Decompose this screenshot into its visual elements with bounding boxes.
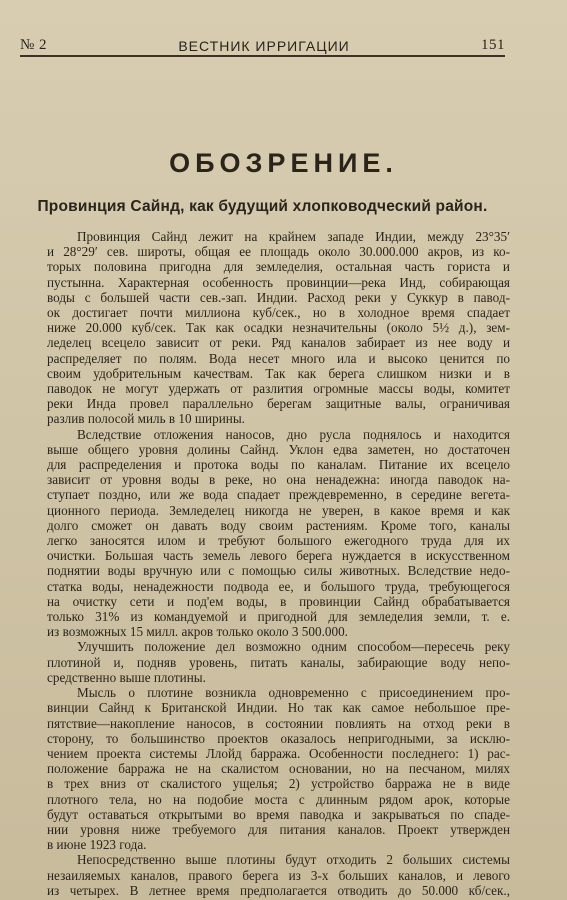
text-line: незаиляемых каналов, правого берега из 3-х больших каналов, и левого xyxy=(47,867,510,883)
text-line: и 28°29′ сев. широты, общая ее площадь около 30.000.000 акров, из ко- xyxy=(47,244,510,260)
text-line: Улучшить положение дел возможно одним способом—пересечь реку xyxy=(77,639,510,655)
text-line: плотного тела, но на подобие моста с длинным рядом арок, которые xyxy=(47,791,510,807)
text-line: ниже 20.000 куб/сек. Так как осадки незначительны (около 5½ д.), зем- xyxy=(47,320,510,336)
text-line: для распределения и протока воды по каналам. Питание их всецело xyxy=(47,457,510,473)
text-line: долго сможет он давать воду своим растениям. Кроме того, каналы xyxy=(47,517,510,533)
text-line: разлив полосой миль в 10 ширины. xyxy=(47,411,245,427)
text-line: леделец всецело зависит от реки. Ряд каналов забирает из нее воду и xyxy=(47,335,510,351)
text-line: винции Сайнд к Британской Индии. Но так как самое небольшое пре- xyxy=(47,700,510,716)
text-line: плотиной и, подняв уровень, питать каналы, забирающие воду непо- xyxy=(47,654,510,670)
text-line: чением проекта системы Ллойд барража. Особенности последнего: 1) рас- xyxy=(47,745,510,761)
running-header xyxy=(20,30,505,54)
text-line: Мысль о плотине возникла одновременно с присоединением про- xyxy=(77,685,510,701)
article-title: Провинция Сайнд, как будущий хлопководческий район. xyxy=(37,198,488,215)
text-line: на очистку сети и под'ем воды, в провинции Сайнд обрабатывается xyxy=(47,593,510,609)
text-line: Провинция Сайнд лежит на крайнем западе Индии, между 23°35′ xyxy=(77,229,510,244)
text-line: ок достигает почти миллиона куб/сек., но в холодное время спадает xyxy=(47,305,510,321)
text-line: Непосредственно выше плотины будут отходить 2 больших системы xyxy=(77,852,510,868)
text-line: нии уровня ниже требуемого для питания каналов. Проект утвержден xyxy=(47,821,510,837)
text-line: положение барража не на скалистом основании, но на песчаном, милях xyxy=(47,761,510,777)
text-line: очистки. Большая часть земель левого берега нуждается в искусственном xyxy=(47,548,510,564)
text-line: в трех вниз от скалистого ущелья; 2) устройство барража не в виде xyxy=(47,776,510,792)
text-line: ступает поздно, или же вода спадает преждевременно, в середине вегета- xyxy=(47,487,510,503)
text-line: паводок не могут удержать от разлития огромные массы воды, комитет xyxy=(47,381,510,397)
text-line: зависит от уровня воды в реке, но она ненадежна: иногда паводок на- xyxy=(47,472,510,488)
text-line: реки Инда провел параллельно берегам защитные валы, ограничивая xyxy=(47,396,510,412)
text-line: из возможных 15 милл. акров только около 3 500.000. xyxy=(47,624,348,640)
header-rule xyxy=(20,55,505,57)
text-line: воды с большей части сев.-зап. Индии. Расход реки у Суккур в павод- xyxy=(47,289,510,305)
text-line: сторону, то большинство проектов оказалось непригодными, за исклю- xyxy=(47,730,510,746)
text-line: из четырех. В летнее время предполагается отводить до 50.000 кб/сек., xyxy=(47,882,510,898)
text-line: выше общего уровня долины Сайнд. Уклон едва заметен, но достаточен xyxy=(47,441,510,457)
text-line: распределяет по полям. Вода несет много ила и высоко ценится по xyxy=(47,350,510,366)
section-title: ОБОЗРЕНИЕ. xyxy=(169,148,398,178)
text-line: будут оставаться открытыми во время паводка и закрываться по спаде- xyxy=(47,806,510,822)
journal-title: ВЕСТНИК ИРРИГАЦИИ xyxy=(178,38,350,54)
text-line: средственно выше плотины. xyxy=(47,669,206,685)
text-line: легко заносятся илом и требуют большого ежегодного труда для их xyxy=(47,533,510,549)
article-body xyxy=(47,229,510,898)
text-line: своим удобрительным качествам. Так как берега слишком низки и в xyxy=(47,365,510,381)
text-line: Вследствие отложения наносов, дно русла поднялось и находится xyxy=(77,426,510,442)
text-line: пятствие—накопление наносов, в состоянии повлиять на отход реки в xyxy=(47,715,510,731)
text-line: в июне 1923 года. xyxy=(47,837,147,853)
issue-number: № 2 xyxy=(20,37,48,53)
text-line: пустынна. Характерная особенность провинции—река Инд, собирающая xyxy=(47,274,510,290)
text-line: только 31% из командуемой и пригодной для земледелия земли, т. е. xyxy=(47,609,510,625)
text-line: статка воды, ненадежности подвода ее, и большого труда, требующегося xyxy=(47,578,510,594)
page-number: 151 xyxy=(480,37,505,53)
text-line: ционного периода. Земледелец никогда не уверен, в какое время и как xyxy=(47,502,510,518)
text-line: торых половина пригодна для земледелия, остальная часть гориста и xyxy=(47,259,510,275)
text-line: поднятии воды вручную или с помощью силы животных. Вследствие недо- xyxy=(47,563,510,579)
